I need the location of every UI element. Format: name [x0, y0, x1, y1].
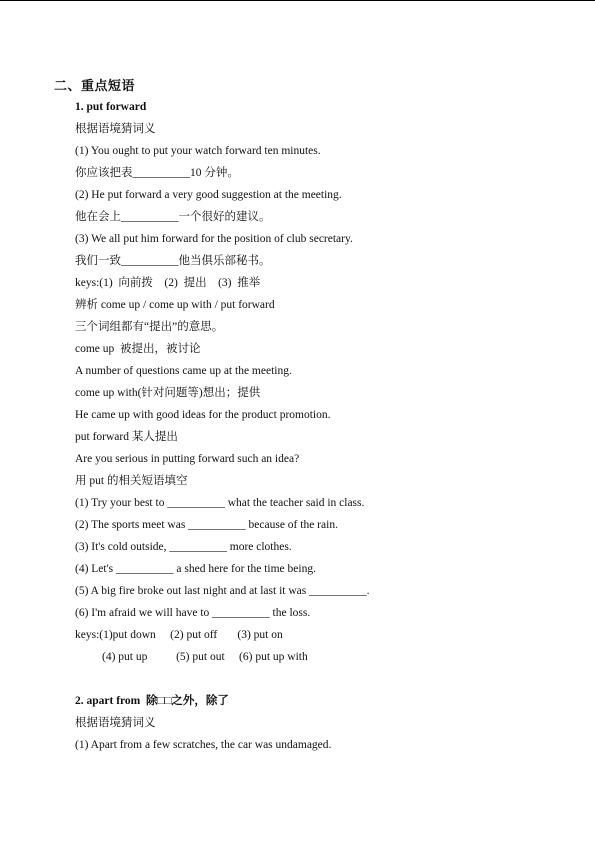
text-line: 根据语境猜词义	[75, 123, 156, 135]
text-line: (5) A big fire broke out last night and at last it was __________.	[75, 585, 370, 597]
text-line: He came up with good ideas for the product promotion.	[75, 409, 331, 421]
text-line: (1) Try your best to __________ what the teacher said in class.	[75, 497, 365, 509]
text-line: (1) Apart from a few scratches, the car was undamaged.	[75, 739, 332, 751]
text-line: 辨析 come up / come up with / put forward	[75, 299, 275, 311]
text-line: A number of questions came up at the meeting.	[75, 365, 292, 377]
text-line: 他在会上__________一个很好的建议。	[75, 211, 271, 223]
page-top-border	[0, 0, 595, 1]
text-line: come up with(针对问题等)想出；提供	[75, 387, 261, 399]
text-line: put forward 某人提出	[75, 431, 178, 443]
text-line: (2) The sports meet was __________ because of the rain.	[75, 519, 338, 531]
text-line: (4) Let's __________ a shed here for the time being.	[75, 563, 316, 575]
text-line: 根据语境猜词义	[75, 717, 156, 729]
text-line: keys:(1)put down (2) put off (3) put on	[75, 629, 283, 641]
text-line: (3) It's cold outside, __________ more clothes.	[75, 541, 292, 553]
document-body	[75, 100, 575, 760]
blank-line	[75, 672, 575, 694]
text-line: 用 put 的相关短语填空	[75, 475, 188, 487]
text-line: (6) I'm afraid we will have to __________ the loss.	[75, 607, 311, 619]
text-line: Are you serious in putting forward such an idea?	[75, 453, 300, 465]
subheading: 1. put forward	[75, 101, 147, 113]
text-line: come up 被提出，被讨论	[75, 343, 201, 355]
text-line: 我们一致__________他当俱乐部秘书。	[75, 255, 271, 267]
text-line: (2) He put forward a very good suggestion at the meeting.	[75, 189, 342, 201]
section-title: 二、重点短语	[54, 79, 136, 94]
subheading: 2. apart from 除□□之外，除了	[75, 695, 229, 707]
text-line: (3) We all put him forward for the position of club secretary.	[75, 233, 353, 245]
text-line: 你应该把表__________10 分钟。	[75, 167, 239, 179]
text-line: (4) put up (5) put out (6) put up with	[102, 651, 308, 663]
text-line: (1) You ought to put your watch forward ten minutes.	[75, 145, 321, 157]
text-line: keys:(1) 向前拨 (2) 提出 (3) 推举	[75, 277, 261, 289]
text-line: 三个词组都有“提出”的意思。	[75, 321, 224, 333]
